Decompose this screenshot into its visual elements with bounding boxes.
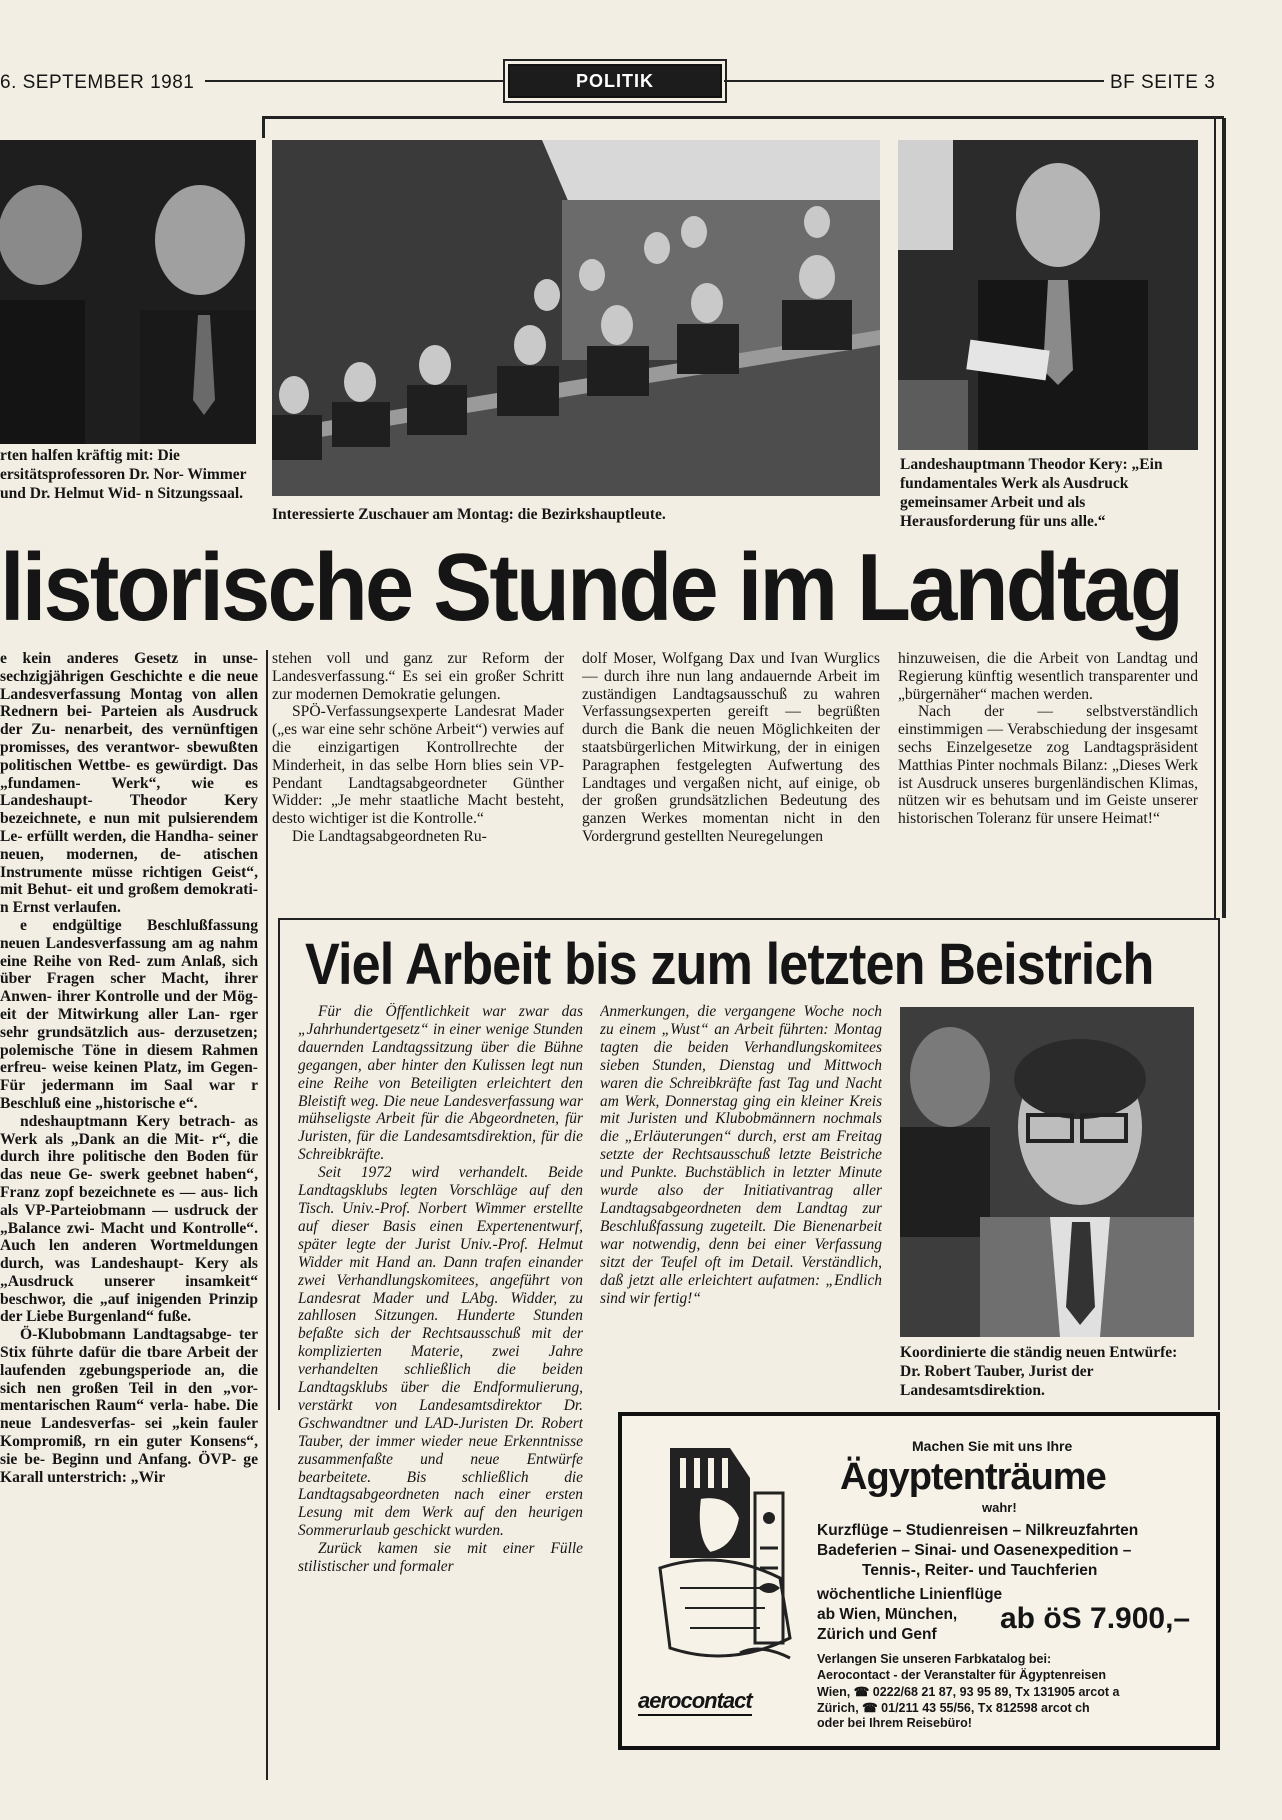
tauber-photo (900, 1007, 1194, 1337)
photo-left (0, 140, 256, 444)
main-col1 (0, 650, 258, 1820)
second-col1-p2: Seit 1972 wird verhandelt. Beide Landtagsklubs legten Vorschläge auf den Tisch. Univ.-Prof. Norbert Wimmer erstellte auf dieser Basis einen Expertenentwurf, später legte der Jurist Univ.-Prof. Helmut Widder mit Hand an. Dann trafen einander zwei Verhandlungskomitees, angeführt von Landesrat Mader und LAbg. Widder, zu zahllosen Sitzungen. Hunderte Stunden befaßte sich der Rechtsausschuß mit der komplizierten Materie, zwei Jahre verhandelten schließlich die beiden Landtagsklubs über die Endformulierung, verstärkt von Landesamtsdirektor Dr. Gschwandtner und LAD-Juristen Dr. Robert Tauber, der immer wieder neue Erkenntnisse zusammenfaßte und neue Entwürfe bearbeitete. Bis schließlich die Landtagsabgeordneten nach einer ersten Lesung mit dem Werk auf den heurigen Sommerurlaub geschickt wurden. (298, 1164, 583, 1540)
second-headline: Viel Arbeit bis zum letzten Beistrich (305, 932, 1154, 997)
main-col1-p3: ndeshauptmann Kery betrach- as Werk als „Dank an die Mit- r“, die durch ihre politische den Boden für das neue Ge- swerk geebnet haben“, Franz zopf bezeichnete es — aus- lich als VP-Parteiobmann — usdruck der „Balance zwi- Macht und Kontrolle“. Auch len anderen Wortmeldungen durch, was Landeshaupt- Kery als „Ausdruck unserer insamkeit“ beschwor, die „auf inigenden Prinzip der Liebe Burgenland“ fuße. (0, 1112, 258, 1326)
main-col1-p4: Ö-Klubobmann Landtagsabge- ter Stix führte dafür die tbare Arbeit der laufenden zgebungsperiode an, die sich nen großen Teil in den „vor- mentarischen Raum“ verla- habe. Die neue Landesverfas- sei „kein fauler Kompromiß, rn ein guter Konsens“, sie be- Beginn und Anfang. ÖVP- ge Karall unterstrich: „Wir (0, 1326, 258, 1486)
tauber-caption: Koordinierte die ständig neuen Entwürfe: Dr. Robert Tauber, Jurist der Landesamtsdirektion. (900, 1344, 1178, 1399)
ad-cat2: Aerocontact - der Veranstalter für Ägyptenreisen (817, 1668, 1106, 1682)
frame-right-inner (1214, 118, 1216, 918)
ad-line1: Kurzflüge – Studienreisen – Nilkreuzfahrten (817, 1522, 1139, 1539)
ad-cat3: Wien, ☎ 0222/68 21 87, 93 95 89, Tx 131905 arcot a (817, 1685, 1120, 1699)
main-col2-p3: Die Landtagsabgeordneten Ru- (292, 827, 487, 845)
frame-right-outer (1222, 118, 1226, 918)
main-headline: listorische Stunde im Landtag (0, 534, 1182, 641)
ad-line2: Badeferien – Sinai- und Oasenexpedition – (817, 1542, 1132, 1559)
photo-middle-caption: Interessierte Zuschauer am Montag: die Bezirkshauptleute. (272, 506, 666, 523)
main-col2 (272, 650, 564, 898)
second-col1-p3: Zurück kamen sie mit einer Fülle stilistischer und formaler (298, 1540, 583, 1576)
section-label: POLITIK (508, 64, 722, 98)
ad-line5: ab Wien, München, (817, 1606, 958, 1623)
frame-top (262, 116, 1224, 119)
ad-wahr: wahr! (982, 1500, 1017, 1515)
egypt-pharaoh-illustration (640, 1438, 810, 1688)
photo-right (898, 140, 1198, 450)
frame-left (262, 116, 265, 138)
main-col4-p1: hinzuweisen, die die Arbeit von Landtag und Regierung künftig wesentlich transparenter und „bürgernäher“ machen werden. (898, 650, 1198, 703)
header-rule-left (205, 80, 503, 82)
ad-intro: Machen Sie mit uns Ihre (912, 1438, 1073, 1454)
second-col1-p1: Für die Öffentlichkeit war zwar das „Jahrhundertgesetz“ in einer wenige Stunden dauernden Landtagssitzung über die Bühne gegangen, aber hinter den Kulissen legt nun eine Reihe von Beteiligten erleichtert den Bleistift weg. Die neue Landesverfassung war mühseligste Arbeit für die Abgeordneten, für Juristen, für die Landesamtsdirektion, für die Schreibkräfte. (298, 1003, 583, 1164)
header-page: BF SEITE 3 (1110, 72, 1216, 93)
main-col4 (898, 650, 1198, 898)
ad-logo: aerocontact (638, 1688, 752, 1716)
second-col2-p1: Anmerkungen, die vergangene Woche noch zu einem „Wust“ an Arbeit führten: Montag tagten die beiden Verhandlungskomitees sieben Stunden, Dienstag und Mittwoch waren die Schreibkräfte fast Tag und Nacht am Werk, Donnerstag ging ein kleiner Kreis mit Juristen und Klubobmännern nochmals die „Erläuterungen“ durch, erst am Freitag setzte der Rechtsausschuß letzte Beistriche und Punkte. Buchstäblich in letzter Minute wurde also der Initiativantrag aller Landtagsabgeordneten dem Landtag zur Beschlußfassung zugeteilt. Die Bienenarbeit war notwendig, denn bei einer Verfassung sitzt der Teufel oft im Detail. Verständlich, daß jetzt alle erleichtert aufatmen: „Endlich sind wir fertig!“ (600, 1003, 882, 1307)
header-date: 6. SEPTEMBER 1981 (0, 72, 195, 93)
second-col2 (600, 1003, 882, 1403)
main-col1-p2: e endgültige Beschlußfassung neuen Landesverfassung am ag nahm eine Reihe von Red- zum Anlaß, sich über Fragen scher Macht, ihrer Anwen- ihrer Kontrolle und der Mög- eit der Mitwirkung aller Lan- rger sehr grundsätzlich aus- derzusetzen; polemische Töne in diesem Rahmen erfreu- weise keinen Platz, im Gegen- Für jedermann im Saal war r Beschluß eine „historische e“. (0, 916, 258, 1112)
ad-cat4: Zürich, ☎ 01/211 43 55/56, Tx 812598 arcot ch (817, 1701, 1090, 1715)
header-rule-right (724, 80, 1104, 82)
ad-box (618, 1412, 1220, 1750)
photo-left-caption: rten halfen kräftig mit: Die ersitätsprofessoren Dr. Nor- Wimmer und Dr. Helmut Wid- n Sitzungssaal. (0, 447, 247, 502)
ad-line4: wöchentliche Linienflüge (817, 1586, 1003, 1603)
ad-cat1: Verlangen Sie unseren Farbkatalog bei: (817, 1652, 1052, 1666)
main-col2-p1: stehen voll und ganz zur Reform der Landesverfassung.“ Es sei ein großer Schritt zur modernen Demokratie gelungen. (272, 650, 564, 703)
photo-right-caption: Landeshauptmann Theodor Kery: „Ein fundamentales Werk als Ausdruck gemeinsamer Arbeit und als Herausforderung für uns alle.“ (900, 456, 1163, 530)
second-col1 (298, 1003, 583, 1723)
main-col4-p2: Nach der — selbstverständlich einstimmigen — Verabschiedung der insgesamt sechs Einzelgesetze zog Landtagspräsident Matthias Pinter nochmals Bilanz: „Dieses Werk ist Ausdruck unseres burgenländischen Klimas, nützen wir es behutsam und im Geiste unserer historischen Toleranz für unsere Heimat!“ (898, 703, 1198, 828)
main-col2-p2: SPÖ-Verfassungsexperte Landesrat Mader („es war eine sehr schöne Arbeit“) verwies auf die einzigartigen Kontrollrechte der Minderheit, in das selbe Horn blies sein VP-Pendant Landtagsabgeordneter Günther Widder: „Je mehr staatliche Macht besteht, desto wichtiger ist die Kontrolle.“ (272, 703, 564, 828)
photo-middle (272, 140, 880, 496)
ad-price: ab öS 7.900,– (1000, 1602, 1191, 1635)
ad-title: Ägyptenträume (840, 1456, 1106, 1498)
main-col3 (582, 650, 880, 898)
main-col1-p1: e kein anderes Gesetz in unse- sechzigjährigen Geschichte e die neue Landesverfassung Montag von allen Rednern bei- Parteien als Ausdruck der Zu- nenarbeit, des vernünftigen promisses, des verantwor- sbewußten politischen Wettbe- es gewürdigt. Das „fundamen- Werk“, wie es Landeshaupt- Theodor Kery bezeichnete, e nun mit pulsierendem Le- erfüllt werden, die Handha- seiner neuen, modernen, de- atischen Instrumente müsse richtigen Geist“, mit Behut- eit und großem demokrati- n Ernst verlaufen. (0, 650, 258, 917)
ad-cat5: oder bei Ihrem Reisebüro! (817, 1716, 972, 1730)
ad-line6: Zürich und Genf (817, 1626, 937, 1643)
ad-line3: Tennis-, Reiter- und Tauchferien (862, 1562, 1098, 1579)
main-col1-divider (266, 650, 268, 1780)
main-col3-p1: dolf Moser, Wolfgang Dax und Ivan Wurglics — durch ihre nun lang andauernde Arbeit im zuständigen Landtagsausschuß zu wahren Verfassungsexperten gereift — begrüßten durch die Bank die neuen Möglichkeiten der staatsbürgerlichen Mitwirkung, der in einigen Paragraphen festgelegten Aufwertung des Landtages und vergaßen nicht, auf einige, ob der großen grundsätzlichen Bedeutung des ganzen Werkes momentan nicht in den Vordergrund gestellten Neuregelungen (582, 650, 880, 845)
